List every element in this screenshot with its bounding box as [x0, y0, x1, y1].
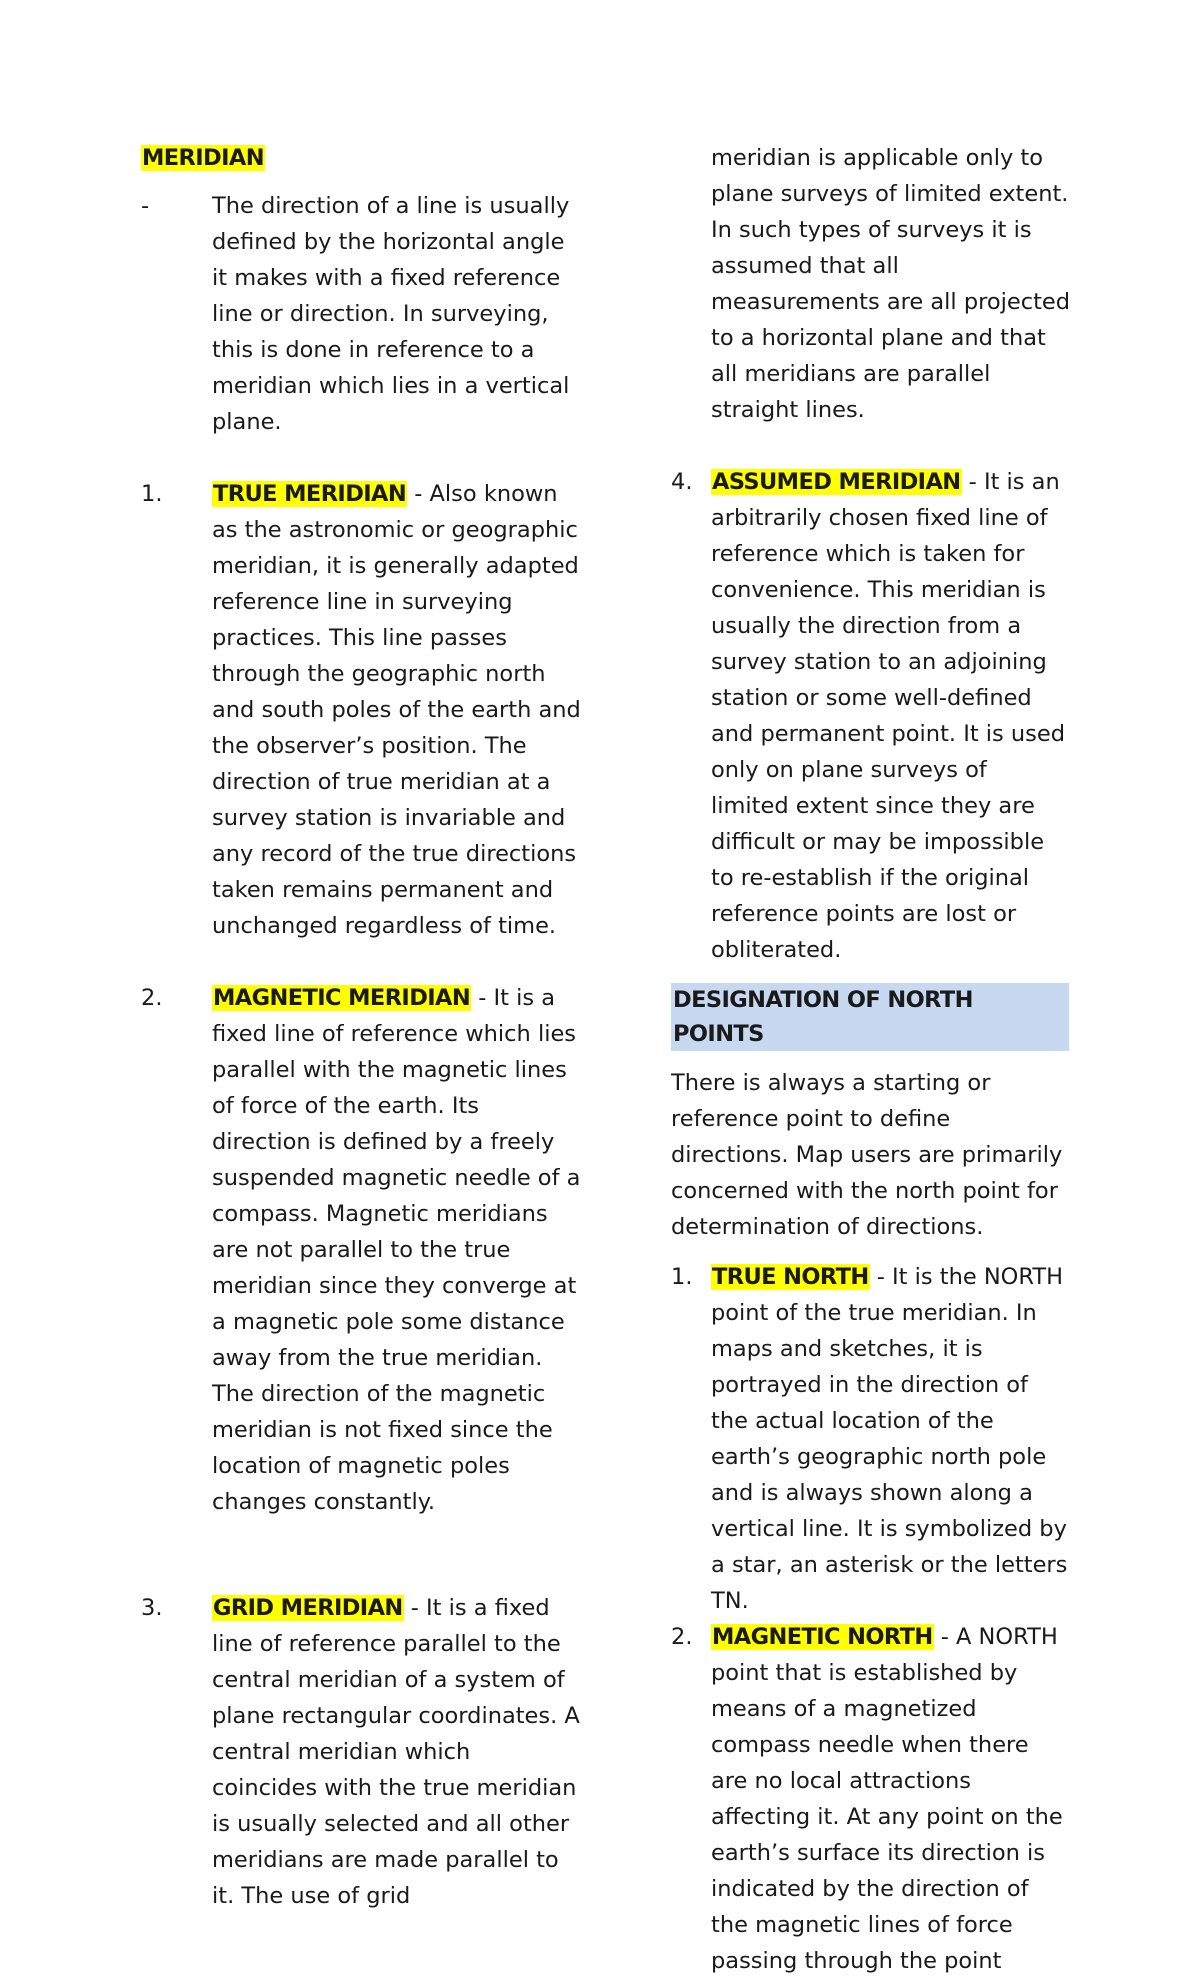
assumed-meridian-item	[671, 464, 1071, 968]
list-number: 3.	[141, 1595, 163, 1621]
magnetic-north-item	[671, 1619, 1071, 1979]
magnetic-meridian-item	[141, 980, 581, 1520]
true-meridian-text: - Also known as the astronomic or geographic meridian, it is generally adapted reference line in surveying practices. This line passes through the geographic north and south poles of the earth and the observer’s position. The direction of true meridian at a survey station is invariable and any record of the true directions taken remains permanent and unchanged regardless of time.	[212, 481, 581, 939]
true-meridian-item	[141, 476, 581, 944]
grid-meridian-text: - It is a fixed line of reference parallel to the central meridian of a system of plane rectangular coordinates. A central meridian which coincides with the true meridian is usually selected and all other meridians are made parallel to it. The use of grid	[212, 1595, 580, 1909]
magnetic-meridian-text: - It is a fixed line of reference which lies parallel with the magnetic lines of force of the earth. Its direction is defined by a freely suspended magnetic needle of a compass. Magnetic meridians are not parallel to the true meridian since they converge at a magnetic pole some distance away from the true meridian. The direction of the magnetic meridian is not fixed since the location of magnetic poles changes constantly.	[212, 985, 581, 1515]
assumed-meridian-text: - It is an arbitrarily chosen fixed line of reference which is taken for convenience. This meridian is usually the direction from a survey station to an adjoining station or some well-defined and permanent point. It is used only on plane surveys of limited extent since they are difficult or may be impossible to re-establish if the original reference points are lost or obliterated.	[711, 469, 1066, 963]
true-north-text: - It is the NORTH point of the true meridian. In maps and sketches, it is portrayed in the direction of the actual location of the earth’s geographic north pole and is always shown along a vertical line. It is symbolized by a star, an asterisk or the letters TN.	[711, 1264, 1068, 1614]
magnetic-north-term: MAGNETIC NORTH	[712, 1624, 933, 1650]
list-number: 2.	[671, 1624, 693, 1650]
list-number: 1.	[671, 1264, 693, 1290]
true-north-term: TRUE NORTH	[712, 1264, 869, 1290]
grid-meridian-term: GRID MERIDIAN	[213, 1595, 403, 1621]
dash-marker: -	[141, 193, 150, 219]
list-number: 1.	[141, 481, 163, 507]
grid-meridian-continuation: meridian is applicable only to plane surveys of limited extent. In such types of surveys it is assumed that all measurements are all projected to a horizontal plane and that all meridians are parallel straight lines.	[711, 145, 1071, 423]
assumed-meridian-term: ASSUMED MERIDIAN	[712, 469, 961, 495]
list-number: 2.	[141, 985, 163, 1011]
north-points-intro: There is always a starting or reference point to define directions. Map users are primarily concerned with the north point for determination of directions.	[671, 1070, 1063, 1240]
true-north-item	[671, 1259, 1071, 1619]
meridian-heading	[141, 140, 581, 176]
meridian-intro-text: The direction of a line is usually defined by the horizontal angle it makes with a fixed reference line or direction. In surveying, this is done in reference to a meridian which lies in a vertical plane.	[212, 193, 570, 435]
left-column	[141, 140, 581, 1914]
meridian-heading-text: MERIDIAN	[142, 145, 264, 171]
true-meridian-term: TRUE MERIDIAN	[213, 481, 407, 507]
north-points-heading: DESIGNATION OF NORTH POINTS	[671, 983, 1069, 1051]
magnetic-meridian-term: MAGNETIC MERIDIAN	[213, 985, 471, 1011]
grid-meridian-item	[141, 1590, 581, 1914]
meridian-intro	[141, 188, 581, 440]
right-column	[671, 140, 1071, 1979]
magnetic-north-text: - A NORTH point that is established by means of a magnetized compass needle when there are no local attractions affecting it. At any point on the earth’s surface its direction is indicated by the direction of the magnetic lines of force passing through the point	[711, 1624, 1063, 1974]
list-number: 4.	[671, 469, 693, 495]
